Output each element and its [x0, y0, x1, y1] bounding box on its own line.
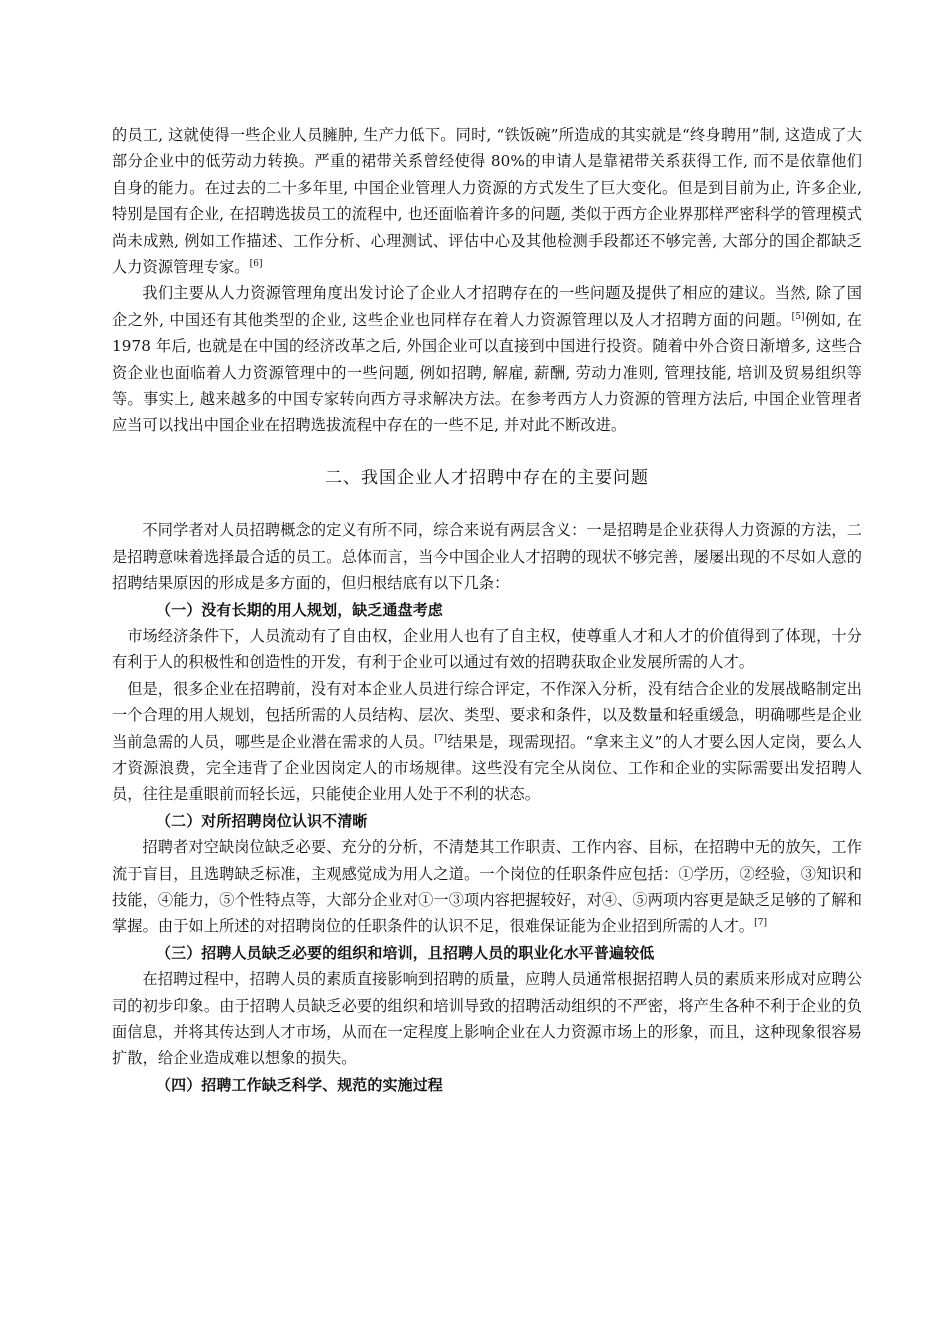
citation-7b: [7]: [754, 918, 768, 929]
paragraph-2-text-b: 例如, 在 1978 年后, 也就是在中国的经济改革之后, 外国企业可以直接到中国进行投资。随着中外合资日渐增多, 这些合资企业也面临着人力资源管理中的一些问题, 例如招聘, 解雇, 薪酬, 劳动力准则, 管理技能, 培训及贸易组织等等。事实上, 越来越多的中国专家转向西方寻求解决方法。在参考西方人力资源的管理方法后, 中国企业管理者应当可以找出中国企业在招聘选拔流程中存在的一些不足, 并对此不断改进。: [112, 310, 862, 435]
paragraph-5: [112, 676, 862, 808]
paragraph-5-text-b: 结果是，现需现招。“拿来主义”的人才要么因人定岗，要么人才资源浪费，完全违背了企业因岗定人的市场规律。这些没有完全从岗位、工作和企业的实际需要出发招聘人员，往往是重眼前而轻长远，只能使企业用人处于不利的状态。: [112, 732, 862, 804]
paragraph-4: 市场经济条件下，人员流动有了自由权，企业用人也有了自主权，使尊重人才和人才的价值得到了体现，十分有利于人的积极性和创造性的开发，有利于企业可以通过有效的招聘获取企业发展所需的人才。: [112, 626, 862, 672]
paragraph-2: [112, 280, 862, 438]
paragraph-5-text-a: 但是，很多企业在招聘前，没有对本企业人员进行综合评定，不作深入分析，没有结合企业的发展战略制定出一个合理的用人规划，包括所需的人员结构、层次、类型、要求和条件，以及数量和轻重缓急，明确哪些是企业当前急需的人员，哪些是企业潜在需求的人员。: [112, 679, 862, 751]
paragraph-2-text-a: 我们主要从人力资源管理角度出发讨论了企业人才招聘存在的一些问题及提供了相应的建议。当然, 除了国企之外, 中国还有其他类型的企业, 这些企业也同样存在着人力资源管理以及人才招聘方面的问题。: [112, 284, 862, 329]
paragraph-1-text: 的员工, 这就使得一些企业人员臃肿, 生产力低下。同时, “铁饭碗”所造成的其实就是“终身聘用”制, 这造成了大部分企业中的低劳动力转换。严重的裙带关系曾经使得 80%的申请人是靠裙带关系获得工作, 而不是依靠他们自身的能力。在过去的二十多年里, 中国企业管理人力资源的方式发生了巨大变化。但是到目前为止, 许多企业, 特别是国有企业, 在招聘选拔员工的流程中, 也还面临着许多的问题, 类似于西方企业界那样严密科学的管理模式尚未成熟, 例如工作描述、工作分析、心理测试、评估中心及其他检测手段都还不够完善, 大部分的国企都缺乏人力资源管理专家。: [112, 126, 862, 277]
paragraph-6-text: 招聘者对空缺岗位缺乏必要、充分的分析，不清楚其工作职责、工作内容、目标，在招聘中无的放矢，工作流于盲目，且选聘缺乏标准，主观感觉成为用人之道。一个岗位的任职条件应包括：①学历，②经验，③知识和技能，④能力，⑤个性特点等，大部分企业对①一③项内容把握较好，对④、⑤两项内容更是缺乏足够的了解和掌握。由于如上所述的对招聘岗位的任职条件的认识不足，很难保证能为企业招到所需的人才。: [112, 838, 862, 936]
subheading-1: （一）没有长期的用人规划，缺乏通盘考虑: [156, 600, 443, 619]
paragraph-3: 不同学者对人员招聘概念的定义有所不同，综合来说有两层含义：一是招聘是企业获得人力资源的方法，二是招聘意味着选择最合适的员工。总体而言，当今中国企业人才招聘的现状不够完善，屡屡出现的不尽如人意的招聘结果原因的形成是多方面的，但归根结底有以下几条：: [112, 521, 862, 593]
subheading-4: （四）招聘工作缺乏科学、规范的实施过程: [156, 1075, 443, 1094]
section-title: 二、我国企业人才招聘中存在的主要问题: [325, 467, 649, 488]
citation-7: [7]: [434, 733, 448, 744]
paragraph-7: 在招聘过程中，招聘人员的素质直接影响到招聘的质量，应聘人员通常根据招聘人员的素质来形成对应聘公司的初步印象。由于招聘人员缺乏必要的组织和培训导致的招聘活动组织的不严密，将产生各种不利于企业的负面信息，并将其传达到人才市场，从而在一定程度上影响企业在人力资源市场上的形象，而且，这种现象很容易扩散，给企业造成难以想象的损失。: [112, 970, 862, 1068]
subheading-3: （三）招聘人员缺乏必要的组织和培训，且招聘人员的职业化水平普遍较低: [156, 943, 655, 962]
document-page: [112, 122, 862, 1098]
subheading-2: （二）对所招聘岗位认识不清晰: [156, 811, 368, 830]
citation-5: [5]: [791, 311, 805, 322]
citation-6: [6]: [249, 258, 263, 269]
paragraph-1: [112, 122, 862, 280]
paragraph-6: [112, 834, 862, 940]
